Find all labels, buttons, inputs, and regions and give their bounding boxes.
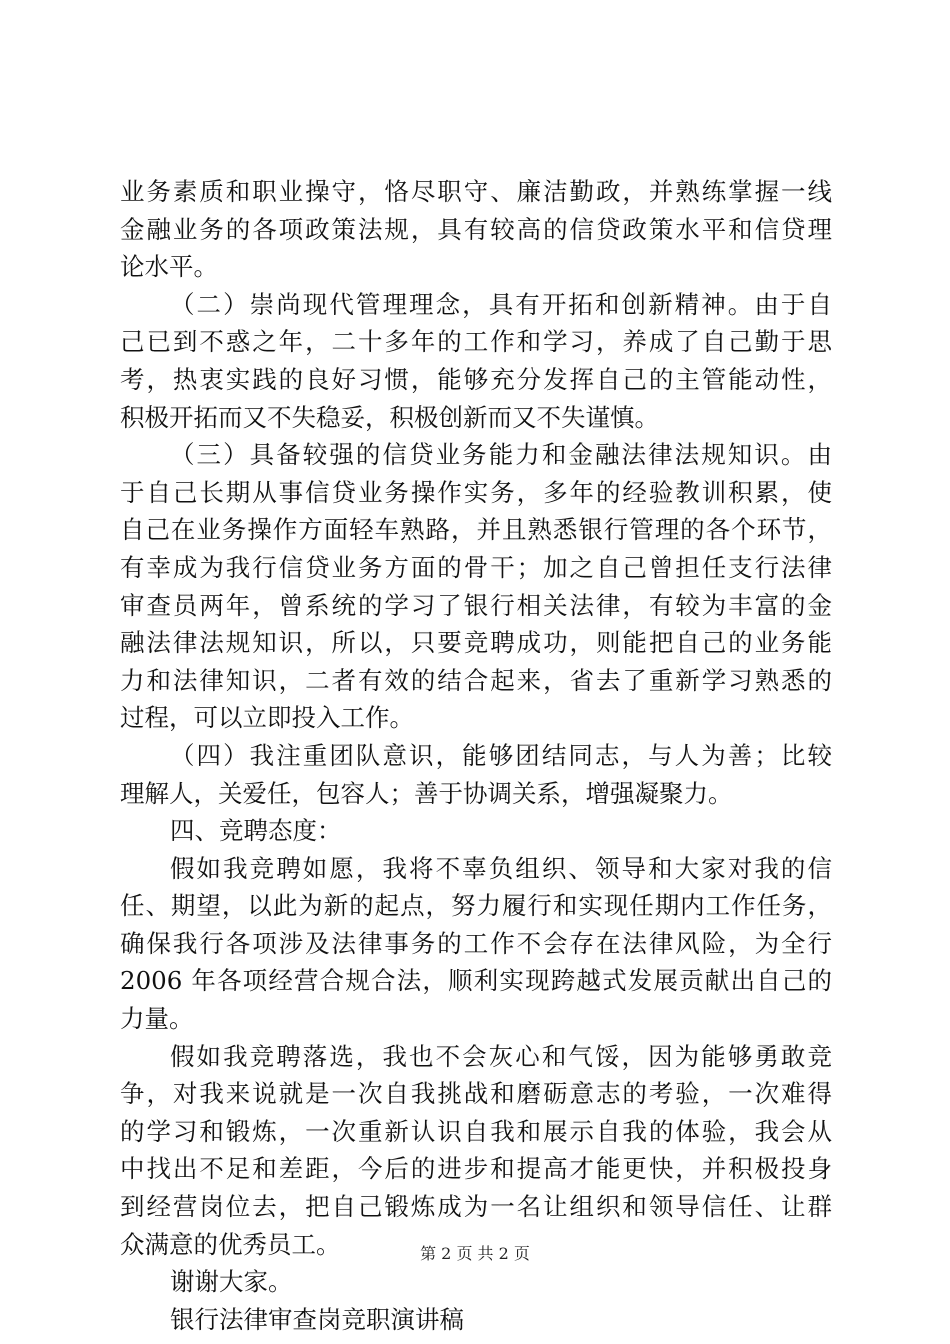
- text-line: 力和法律知识，二者有效的结合起来，省去了重新学习熟悉的: [120, 665, 832, 695]
- text-line: 争，对我来说就是一次自我挑战和磨砺意志的考验，一次难得: [120, 1079, 832, 1109]
- text-line: 到经营岗位去，把自己锻炼成为一名让组织和领导信任、让群: [120, 1192, 832, 1222]
- text-line: 论水平。: [120, 252, 218, 282]
- text-line: 众满意的优秀员工。: [120, 1229, 341, 1259]
- text-line: 任、期望，以此为新的起点，努力履行和实现任期内工作任务，: [120, 891, 832, 921]
- closing-line: 谢谢大家。: [170, 1267, 293, 1297]
- text-line: 考，热衷实践的良好习惯，能够充分发挥自己的主管能动性，: [120, 364, 832, 394]
- text-line: 中找出不足和差距，今后的进步和提高才能更快，并积极投身: [120, 1154, 832, 1184]
- paragraph-start-line: （三）具备较强的信贷业务能力和金融法律法规知识。由: [170, 440, 832, 470]
- page-number-footer: 第 2 页 共 2 页: [420, 1244, 530, 1263]
- text-line: 确保我行各项涉及法律事务的工作不会存在法律风险，为全行: [120, 928, 832, 958]
- document-body: [120, 173, 832, 1338]
- document-title-line: 银行法律审查岗竞职演讲稿: [170, 1304, 464, 1334]
- text-line: 审查员两年，曾系统的学习了银行相关法律，有较为丰富的金: [120, 590, 832, 620]
- paragraph-start-line: 假如我竞聘如愿，我将不辜负组织、领导和大家对我的信: [170, 853, 832, 883]
- text-line: 有幸成为我行信贷业务方面的骨干；加之自己曾担任支行法律: [120, 552, 832, 582]
- section-heading: 四、竞聘态度：: [170, 816, 342, 846]
- text-line: 于自己长期从事信贷业务操作实务，多年的经验教训积累，使: [120, 477, 832, 507]
- text-line: 业务素质和职业操守，恪尽职守、廉洁勤政，并熟练掌握一线: [120, 177, 832, 206]
- paragraph-start-line: （四）我注重团队意识，能够团结同志，与人为善；比较: [170, 740, 832, 770]
- text-line: 融法律法规知识，所以，只要竞聘成功，则能把自己的业务能: [120, 628, 832, 658]
- paragraph-start-line: （二）崇尚现代管理理念，具有开拓和创新精神。由于自: [170, 289, 832, 319]
- text-line: 金融业务的各项政策法规，具有较高的信贷政策水平和信贷理: [120, 214, 832, 244]
- text-line: 理解人，关爱任，包容人；善于协调关系，增强凝聚力。: [120, 778, 733, 808]
- text-line: 2006 年各项经营合规合法，顺利实现跨越式发展贡献出自己的: [120, 966, 832, 996]
- text-line: 过程，可以立即投入工作。: [120, 703, 414, 733]
- text-line: 的学习和锻炼，一次重新认识自我和展示自我的体验，我会从: [120, 1116, 832, 1146]
- text-line: 己已到不惑之年，二十多年的工作和学习，养成了自己勤于思: [120, 327, 832, 357]
- text-line: 自己在业务操作方面轻车熟路，并且熟悉银行管理的各个环节，: [120, 515, 832, 545]
- text-line: 力量。: [120, 1004, 194, 1034]
- paragraph-start-line: 假如我竞聘落选，我也不会灰心和气馁，因为能够勇敢竞: [170, 1041, 832, 1071]
- text-line: 积极开拓而又不失稳妥，积极创新而又不失谨慎。: [120, 402, 659, 432]
